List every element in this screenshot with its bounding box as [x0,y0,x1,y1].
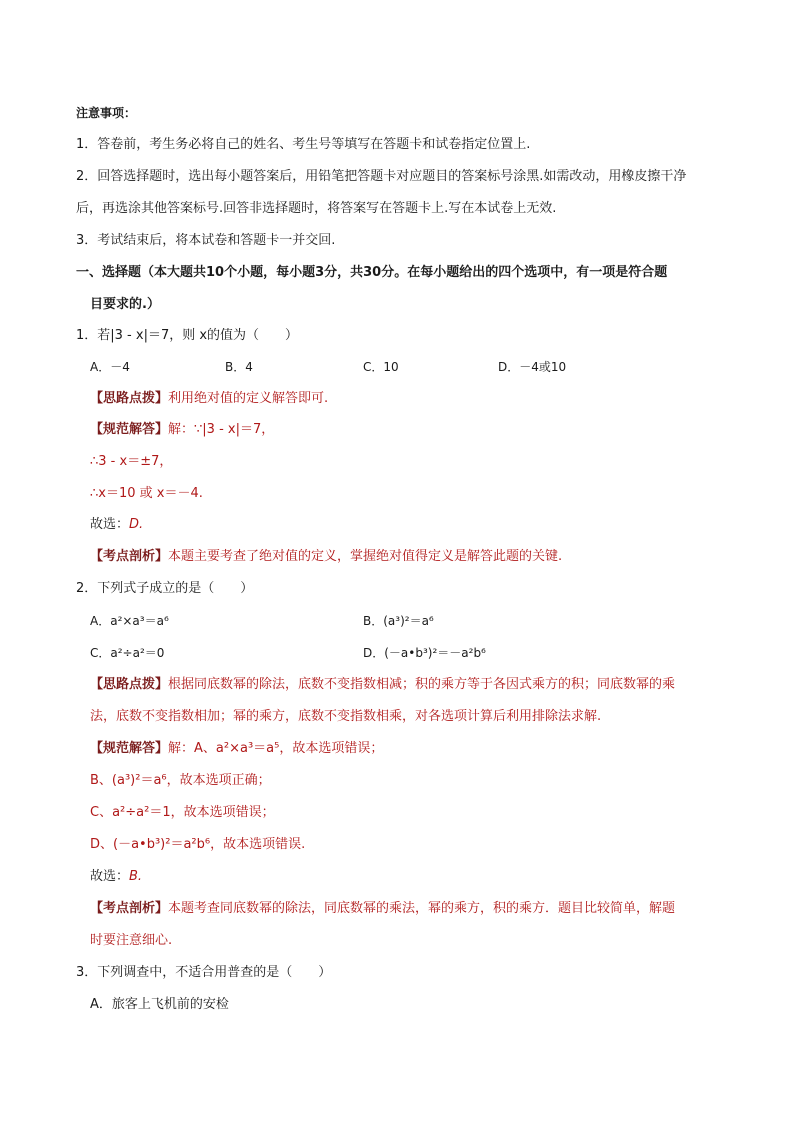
analysis-text: 本题主要考查了绝对值的定义，掌握绝对值得定义是解答此题的关键. [168,549,563,564]
hint-text: 利用绝对值的定义解答即可. [168,391,329,406]
hint-text-cont: 法，底数不变指数相加；幂的乘方，底数不变指数相乘，对各选项计算后利用排除法求解. [90,709,602,724]
hint-tag: 【思路点拨】 [90,391,169,406]
q1-analysis [90,548,562,566]
solution-line: 解：∵|3 - x|＝7， [168,422,275,437]
section-heading: 一、选择题（本大题共10个小题，每小题3分，共30分。在每小题给出的四个选项中，有一项是符合题 [76,265,668,280]
solution-line: D、(－a•b³)²＝a²b⁶，故本选项错误. [90,837,306,852]
notice-item-1: 1．答卷前，考生务必将自己的姓名、考生号等填写在答题卡和试卷指定位置上. [76,137,531,152]
solution-tag: 【规范解答】 [90,741,169,756]
notice-item-2-cont: 后，再选涂其他答案标号.回答非选择题时，将答案写在答题卡上.写在本试卷上无效. [76,201,557,216]
solution-line: ∴x＝10 或 x＝－4. [90,486,203,501]
answer-label: 故选： [90,517,130,532]
q1-hint [90,390,328,408]
q1-option-d: D．－4或10 [498,360,567,374]
section-heading-cont: 目要求的.） [90,297,160,312]
q2-option-c: C．a²÷a²＝0 [90,646,165,660]
answer-value: D. [129,517,144,532]
answer-value: B. [129,869,143,884]
solution-line: C、a²÷a²＝1，故本选项错误； [90,805,275,820]
notice-item-2: 2．回答选择题时，选出每小题答案后，用铅笔把答题卡对应题目的答案标号涂黑.如需改动，用橡皮擦干净 [76,169,687,184]
analysis-tag: 【考点剖析】 [90,549,169,564]
analysis-text-cont: 时要注意细心. [90,933,173,948]
q1-solution [90,421,274,439]
notice-item-3: 3．考试结束后，将本试卷和答题卡一并交回. [76,233,336,248]
question-1-stem: 1．若|3 - x|＝7，则 x的值为（ ） [76,328,299,343]
solution-line: 解：A、a²×a³＝a⁵，故本选项错误； [168,741,384,756]
hint-tag: 【思路点拨】 [90,677,169,692]
hint-text: 根据同底数幂的除法，底数不变指数相减；积的乘方等于各因式乘方的积；同底数幂的乘 [168,677,676,692]
q1-answer [90,516,143,534]
q2-option-a: A．a²×a³＝a⁶ [90,614,169,628]
analysis-text: 本题考查同底数幂的除法，同底数幂的乘法，幂的乘方，积的乘方．题目比较简单，解题 [168,901,676,916]
analysis-tag: 【考点剖析】 [90,901,169,916]
q2-hint [90,676,675,694]
q2-answer [90,868,142,886]
solution-tag: 【规范解答】 [90,422,169,437]
q1-option-a: A．－4 [90,360,130,374]
q2-solution [90,740,383,758]
question-2-stem: 2．下列式子成立的是（ ） [76,581,254,596]
q1-option-b: B．4 [225,360,253,374]
notice-title: 注意事项： [76,106,137,120]
solution-line: B、(a³)²＝a⁶，故本选项正确； [90,773,271,788]
q2-option-b: B．(a³)²＝a⁶ [363,614,434,628]
q2-option-d: D．(－a•b³)²＝－a²b⁶ [363,646,486,660]
solution-line: ∴3 - x＝±7， [90,454,173,469]
answer-label: 故选： [90,869,130,884]
q2-analysis [90,900,675,918]
q3-option-a: A．旅客上飞机前的安检 [90,997,229,1012]
q1-option-c: C．10 [363,360,399,374]
question-3-stem: 3．下列调查中，不适合用普查的是（ ） [76,965,332,980]
